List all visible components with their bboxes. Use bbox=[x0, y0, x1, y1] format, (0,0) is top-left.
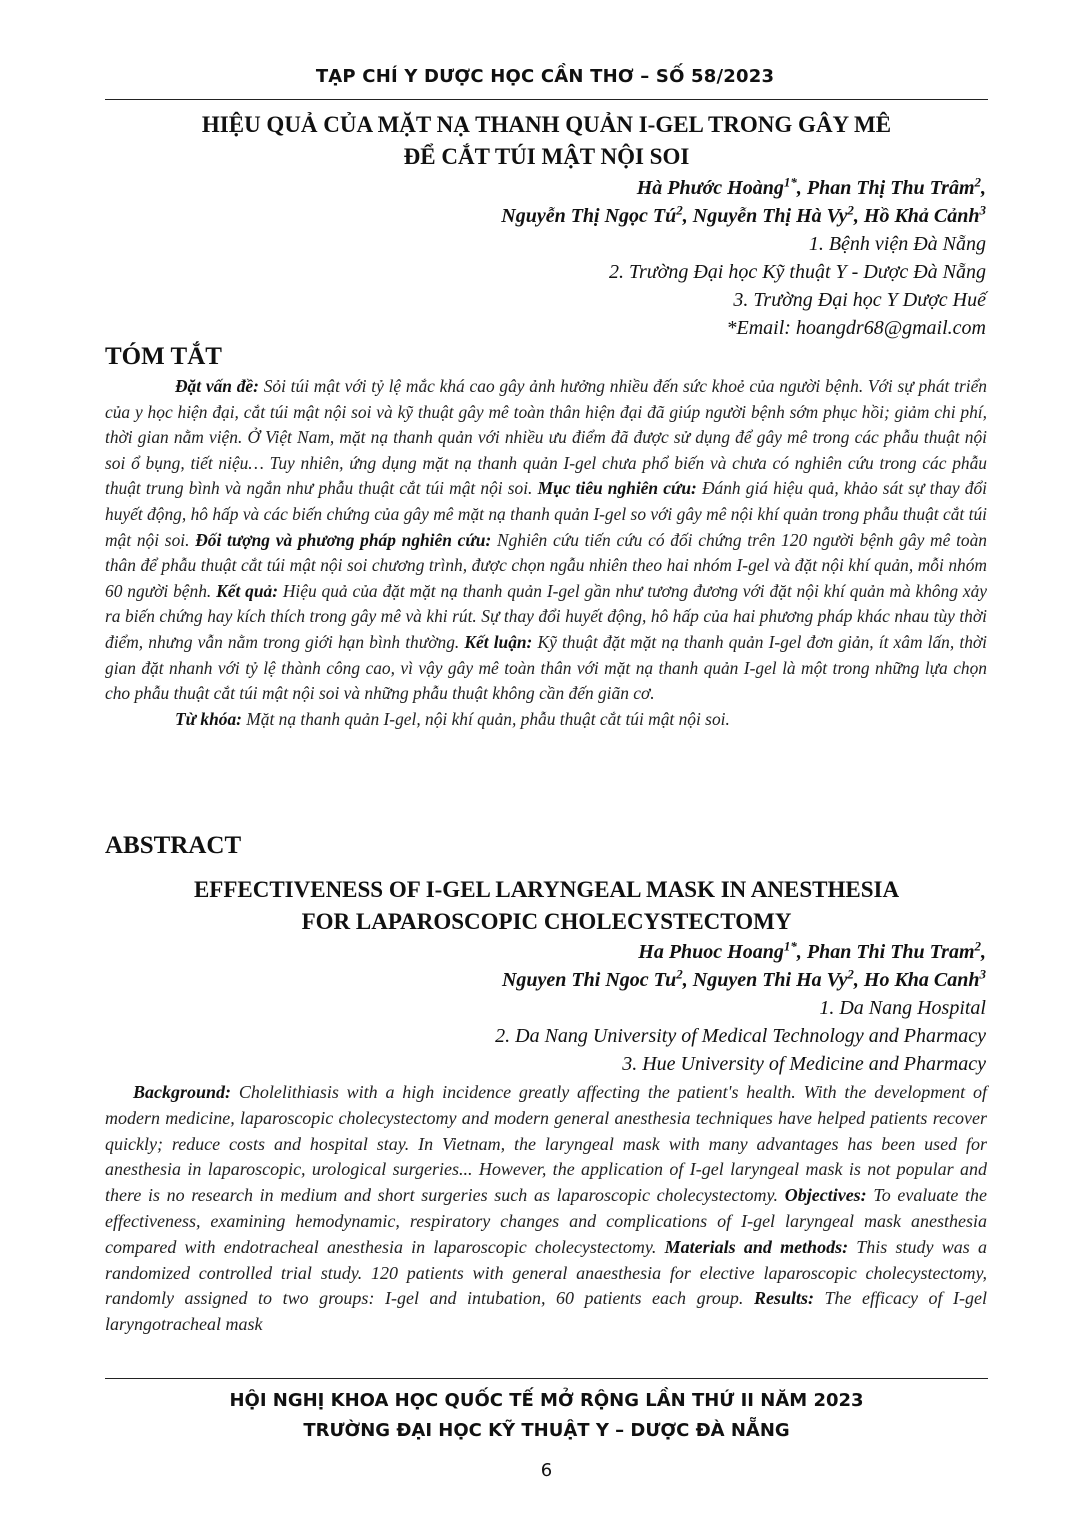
affiliation: 2. Trường Đại học Kỹ thuật Y - Dược Đà Nẵng bbox=[608, 261, 986, 283]
conference-footer bbox=[105, 1386, 988, 1446]
en-author-block bbox=[105, 938, 986, 1078]
author-name: Ho Kha Canh bbox=[863, 969, 980, 991]
author-mark: 2 bbox=[676, 202, 683, 218]
page-number: 6 bbox=[540, 1460, 553, 1481]
en-title-line-2: FOR LAPAROSCOPIC CHOLECYSTECTOMY bbox=[301, 909, 792, 934]
en-title-line-1: EFFECTIVENESS OF I-GEL LARYNGEAL MASK IN ANESTHESIA bbox=[193, 877, 900, 902]
vn-abstract-paragraph: Đặt vấn đề: Sỏi túi mật với tỷ lệ mắc khá cao gây ảnh hưởng nhiều đến sức khoẻ của người bệnh. Với sự phát triển của y học hiện đại, cắt túi mật nội soi và kỹ thuật gây mê toàn thân hiện đại đã giúp người bệnh sớm phục hồi; giảm chi phí, thời gian nằm viện. Ở Việt Nam, mặt nạ thanh quản với nhiều ưu điểm đã được sử dụng để gây mê trong các phẫu thuật nội soi ổ bụng, tiết niệu… Tuy nhiên, ứng dụng mặt nạ thanh quản I-gel chưa phổ biến và chưa có nghiên cứu trong các phẫu thuật trung bình và ngắn như phẫu thuật cắt túi mật nội soi. Mục tiêu nghiên cứu: Đánh giá hiệu quả, khảo sát sự thay đổi huyết động, hô hấp và các biến chứng của gây mê mặt nạ thanh quản I-gel so với gây mê nội khí quản trong phẫu thuật cắt túi mật nội soi. Đối tượng và phương pháp nghiên cứu: Nghiên cứu tiến cứu có đối chứng trên 120 người bệnh gây mê toàn thân để phẫu thuật cắt túi mật nội soi chương trình, được chọn ngẫu nhiên theo hai nhóm I-gel và đặt nội khí quản, mỗi nhóm 60 người bệnh. Kết quả: Hiệu quả của đặt mặt nạ thanh quản I-gel gần như tương đương với đặt nội khí quản mà không xảy ra biến chứng hay kích thích trong gây mê và khi rút. Sự thay đổi huyết động, hô hấp của hai phương pháp khác nhau tùy thời điểm, nhưng vẫn nằm trong giới hạn bình thường. Kết luận: Kỹ thuật đặt mặt nạ thanh quản I-gel đơn giản, ít xâm lấn, thời gian đặt nhanh với tỷ lệ thành công cao, vì vậy gây mê toàn thân với mặt nạ thanh quản I-gel là một trong những lựa chọn cho phẫu thuật cắt túi mật nội soi và những phẫu thuật không cần đến giãn cơ. bbox=[105, 376, 988, 704]
author-mark: 1* bbox=[783, 174, 797, 190]
affiliation: 1. Da Nang Hospital bbox=[819, 997, 986, 1019]
vn-title-line-1: HIỆU QUẢ CỦA MẶT NẠ THANH QUẢN I-GEL TRONG GÂY MÊ bbox=[201, 112, 892, 137]
vn-authors-line-1: Hà Phước Hoàng$^{1*}$, Phan Thị Thu Trâm$^2$, bbox=[636, 174, 986, 199]
en-authors-line-2: Nguyen Thi Ngoc Tu$^2$, Nguyen Thi Ha Vy$^2$, Ho Kha Canh$^3$ bbox=[501, 966, 986, 991]
author-mark: 3 bbox=[979, 202, 986, 218]
label-objectives: Objectives: bbox=[784, 1185, 867, 1206]
author-mark: 2 bbox=[847, 202, 854, 218]
vn-keywords: Từ khóa: Mặt nạ thanh quản I-gel, nội khí quản, phẫu thuật cắt túi mật nội soi. bbox=[175, 708, 730, 729]
affiliation: 1. Bệnh viện Đà Nẵng bbox=[808, 233, 986, 255]
label-keywords: Từ khóa: bbox=[175, 708, 242, 729]
footer-rule bbox=[105, 1378, 988, 1379]
header-rule bbox=[105, 99, 988, 100]
label-methods: Materials and methods: bbox=[664, 1236, 849, 1257]
author-name: Hà Phước Hoàng bbox=[636, 177, 784, 199]
en-title bbox=[105, 874, 988, 938]
author-name: Nguyễn Thị Hà Vy bbox=[692, 205, 848, 227]
vn-author-block bbox=[105, 174, 986, 342]
label-background: Đặt vấn đề: bbox=[175, 376, 259, 396]
corresponding-email: *Email: hoangdr68@gmail.com bbox=[726, 317, 986, 339]
section-heading-tomtat: TÓM TẮT bbox=[105, 343, 222, 370]
en-abstract-body bbox=[105, 1080, 987, 1338]
journal-running-head: TẠP CHÍ Y DƯỢC HỌC CẦN THƠ – SỐ 58/2023 bbox=[315, 66, 775, 87]
author-name: Nguyen Thi Ngoc Tu bbox=[501, 969, 677, 991]
vn-authors-line-2: Nguyễn Thị Ngọc $Tú^2$, Nguyễn Thị Hà Vy$^2$, Hồ Khả Cảnh$^3$ bbox=[501, 202, 986, 227]
footer-line-1: HỘI NGHỊ KHOA HỌC QUỐC TẾ MỞ RỘNG LẦN THỨ II NĂM 2023 bbox=[229, 1390, 864, 1411]
author-mark: 2 bbox=[974, 938, 981, 954]
author-name: Ha Phuoc Hoang bbox=[638, 941, 784, 963]
en-authors-line-1: Ha Phuoc Hoang$^{1*}$, Phan Thi Thu Tram$^2$, bbox=[638, 938, 986, 963]
label-objectives: Mục tiêu nghiên cứu: bbox=[537, 478, 697, 499]
affiliation: 3. Hue University of Medicine and Pharmacy bbox=[622, 1053, 986, 1075]
author-mark: 1* bbox=[783, 938, 797, 954]
label-background: Background: bbox=[133, 1082, 232, 1102]
vn-abstract-body bbox=[105, 374, 987, 732]
author-name: Phan Thi Thu Tram bbox=[806, 941, 975, 963]
vn-title bbox=[105, 109, 988, 173]
label-conclusion: Kết luận: bbox=[464, 631, 533, 652]
footer-line-2: TRƯỜNG ĐẠI HỌC KỸ THUẬT Y – DƯỢC ĐÀ NẴNG bbox=[303, 1420, 790, 1441]
author-name: Nguyen Thi Ha Vy bbox=[692, 969, 848, 991]
affiliation: 3. Trường Đại học Y Dược Huế bbox=[733, 289, 986, 311]
author-mark: 2 bbox=[847, 966, 854, 982]
author-mark: 2 bbox=[676, 966, 683, 982]
en-abstract-paragraph: Background: Cholelithiasis with a high incidence greatly affecting the patient's health. With the development of modern medicine, laparoscopic cholecystectomy and modern general anesthesia techniques have helped patients recover quickly; reduce costs and hospital stay. In Vietnam, the laryngeal mask with many advantages has been used for anesthesia in laparoscopic, urological surgeries... However, the application of I-gel laryngeal mask is not popular and there is no research in medium and short surgeries such as laparoscopic cholecystectomy. Objectives: To evaluate the effectiveness, examining hemodynamic, respiratory changes and complications of I-gel laryngeal mask anesthesia compared with endotracheal anesthesia in laparoscopic cholecystectomy. Materials and methods: This study was a randomized controlled trial study. 120 patients with general anaesthesia for elective laparoscopic cholecystectomy, randomly assigned to two groups: I-gel and intubation, 60 patients each group. Results: The efficacy of I-gel laryngotracheal mask bbox=[105, 1082, 988, 1335]
author-name: Nguyễn Thị Ngọc Tú bbox=[501, 205, 677, 227]
affiliation: 2. Da Nang University of Medical Technology and Pharmacy bbox=[495, 1025, 986, 1047]
author-name: Hồ Khả Cảnh bbox=[863, 205, 980, 227]
label-methods: Đối tượng và phương pháp nghiên cứu: bbox=[195, 529, 492, 550]
author-name: Phan Thị Thu Trâm bbox=[806, 177, 975, 199]
label-results: Kết quả: bbox=[216, 580, 278, 601]
author-mark: 2 bbox=[974, 174, 981, 190]
vn-title-line-2: ĐỂ CẮT TÚI MẬT NỘI SOI bbox=[403, 144, 690, 169]
section-heading-abstract: ABSTRACT bbox=[105, 832, 242, 859]
label-results: Results: bbox=[753, 1288, 814, 1309]
author-mark: 3 bbox=[979, 966, 986, 982]
